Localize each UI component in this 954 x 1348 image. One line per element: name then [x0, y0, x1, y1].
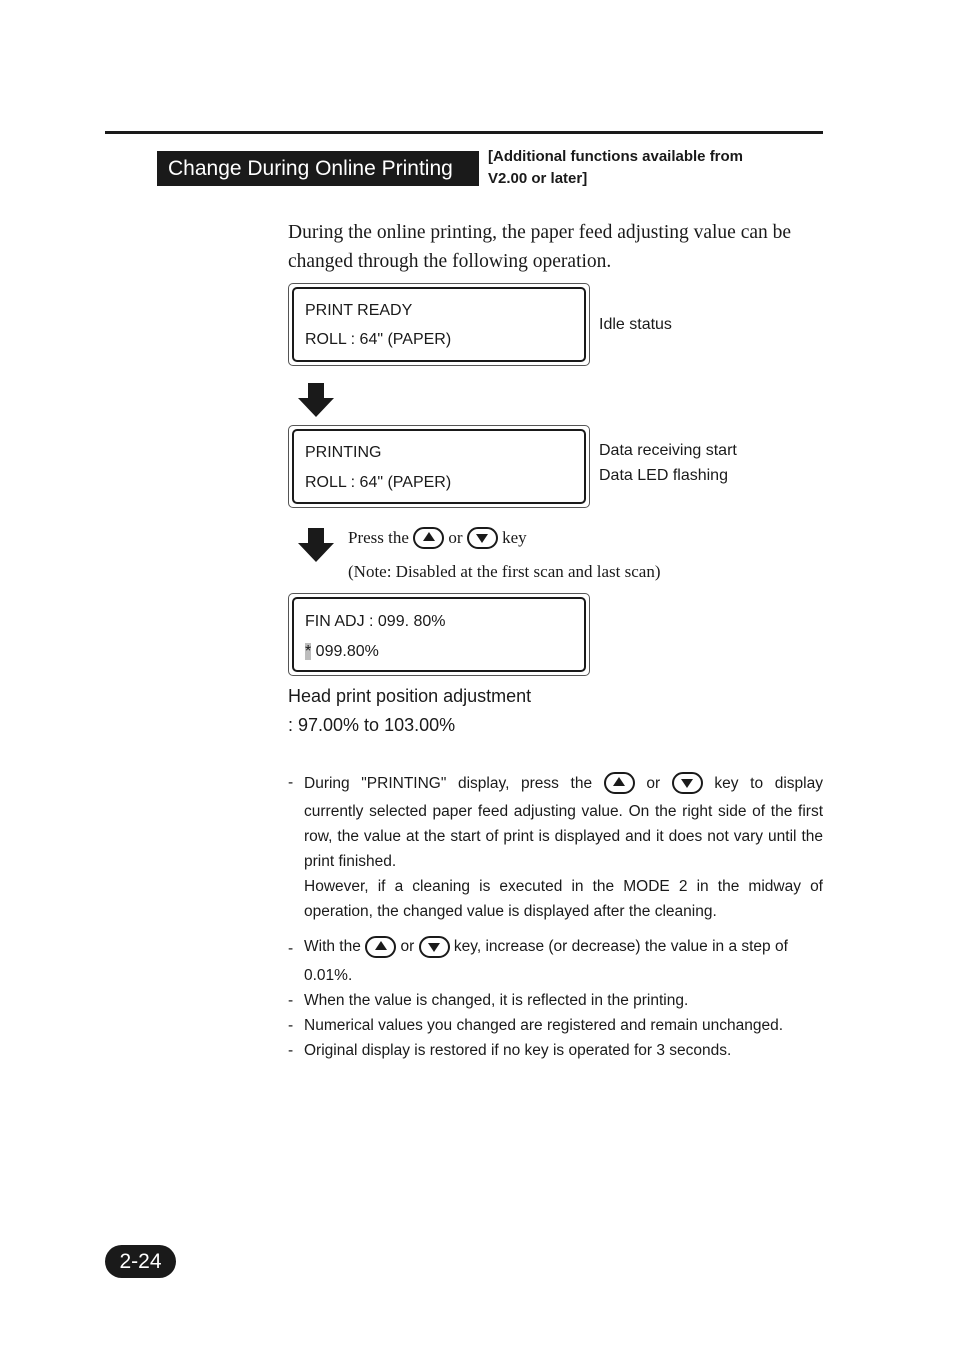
version-note: [488, 146, 808, 190]
bullet-dash: -: [288, 774, 294, 791]
word: During: [304, 774, 350, 792]
lcd-line1: FIN ADJ : 099. 80%: [305, 613, 446, 630]
page-number-badge: 2-24: [105, 1245, 176, 1278]
bullet1-continuation: currently selected paper feed adjusting value. On the right side of the first row, the value at the start of print is displayed and it does not vary until the print finished.: [304, 803, 823, 870]
word: the: [570, 774, 593, 792]
adjustment-label: Head print position adjustment: [288, 686, 532, 706]
or-text: or: [448, 528, 463, 548]
bullet4-text: Numerical values you changed are registered and remain unchanged.: [304, 1017, 784, 1034]
lcd-line2: ROLL : 64" (PAPER): [305, 331, 452, 348]
up-arrow-key-icon: [365, 936, 396, 958]
word: to: [750, 774, 764, 792]
adjustment-range-value: : 97.00% to 103.00%: [288, 715, 456, 735]
key-text: key: [502, 528, 527, 548]
bullet-dash: -: [288, 992, 294, 1009]
word: press: [521, 774, 559, 792]
adjustment-range: [288, 682, 531, 740]
bullet2-continuation: 0.01%.: [304, 967, 353, 984]
lcd-line2: [305, 643, 379, 661]
bullet3-text: When the value is changed, it is reflected in the printing.: [304, 992, 689, 1009]
word: or: [646, 774, 661, 792]
up-arrow-key-icon: [604, 772, 635, 794]
down-arrow-icon: [298, 383, 334, 417]
lcd-frame: [292, 597, 586, 672]
word: key: [714, 774, 739, 792]
lcd-value: 099.80%: [311, 643, 379, 660]
press-key-instruction: [348, 527, 527, 549]
bullet5-text: Original display is restored if no key is operated for 3 seconds.: [304, 1042, 732, 1059]
lcd-display-printing: [288, 425, 590, 508]
idle-status-note: Idle status: [599, 316, 672, 333]
lcd-display-print-ready: [288, 283, 590, 366]
lcd-line1: PRINT READY: [305, 302, 413, 319]
bullet1-first-line: [304, 767, 823, 799]
up-arrow-key-icon: [413, 527, 444, 549]
lcd-frame: [292, 429, 586, 504]
note-line1: Data receiving start: [599, 442, 737, 459]
or-text: or: [400, 938, 415, 955]
notes-list: [288, 767, 823, 1063]
list-item: [288, 930, 823, 988]
press-text: Press the: [348, 528, 409, 548]
down-arrow-key-icon: [419, 936, 450, 958]
bullet2-first-line: [304, 930, 823, 963]
top-rule: [105, 131, 823, 134]
list-item: [288, 1013, 823, 1038]
lcd-line1: PRINTING: [305, 444, 382, 461]
note-line2: Data LED flashing: [599, 467, 728, 484]
printing-status-note: [599, 438, 737, 488]
cursor-marker: *: [305, 643, 312, 660]
lcd-frame: [292, 287, 586, 362]
scan-note: (Note: Disabled at the first scan and last scan): [348, 562, 661, 581]
list-item: [288, 1038, 823, 1063]
with-the-text: With the: [304, 938, 361, 955]
bullet-dash: -: [288, 1017, 294, 1034]
section-title: Change During Online Printing: [157, 151, 479, 186]
down-arrow-key-icon: [467, 527, 498, 549]
list-item: [288, 767, 823, 924]
intro-line2: changed through the following operation.: [288, 251, 612, 272]
version-note-line1: [Additional functions available from: [488, 148, 744, 165]
intro-line1: During the online printing, the paper feed adjusting value can be: [288, 222, 792, 243]
word: display: [774, 774, 823, 792]
lcd-display-fin-adj: [288, 593, 590, 676]
word: display,: [457, 774, 510, 792]
bullet1-paragraph2: However, if a cleaning is executed in the MODE 2 in the midway of operation, the changed value is displayed after the cleaning.: [304, 878, 823, 920]
word: "PRINTING": [361, 774, 447, 792]
key-increase-text: key, increase (or decrease) the value in a step of: [453, 938, 788, 955]
lcd-line2: ROLL : 64" (PAPER): [305, 474, 452, 491]
version-note-line2: V2.00 or later]: [488, 170, 588, 187]
down-arrow-key-icon: [672, 772, 703, 794]
bullet-dash: -: [288, 1042, 294, 1059]
list-item: [288, 988, 823, 1013]
bullet-dash: -: [288, 940, 294, 957]
intro-paragraph: [288, 218, 823, 276]
down-arrow-icon: [298, 528, 334, 562]
